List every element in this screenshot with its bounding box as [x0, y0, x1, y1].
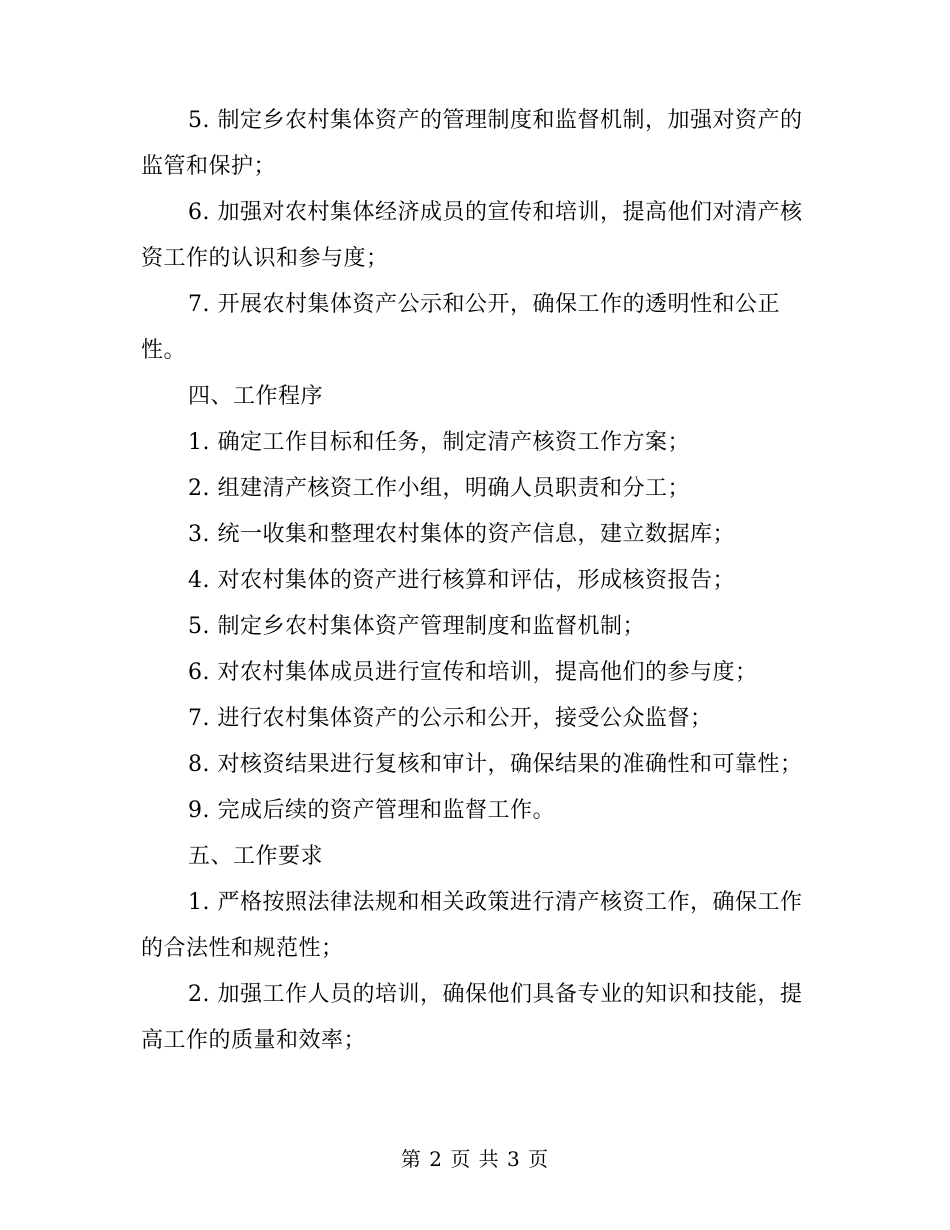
paragraph: 1. 确定工作目标和任务，制定清产核资工作方案； [188, 430, 690, 455]
paragraph: 6. 加强对农村集体经济成员的宣传和培训，提高他们对清产核资工作的认识和参与度； [141, 200, 803, 271]
paragraph: 2. 组建清产核资工作小组，明确人员职责和分工； [188, 476, 690, 501]
paragraph: 8. 对核资结果进行复核和审计，确保结果的准确性和可靠性； [188, 752, 803, 777]
paragraph: 2. 加强工作人员的培训，确保他们具备专业的知识和技能，提高工作的质量和效率； [141, 982, 803, 1053]
document-body [141, 98, 811, 1064]
paragraph: 7. 进行农村集体资产的公示和公开，接受公众监督； [188, 706, 713, 731]
section-heading: 五、工作要求 [188, 844, 324, 869]
paragraph: 5. 制定乡农村集体资产的管理制度和监督机制，加强对资产的监管和保护； [141, 108, 803, 179]
paragraph: 9. 完成后续的资产管理和监督工作。 [188, 798, 555, 823]
paragraph: 5. 制定乡农村集体资产管理制度和监督机制； [188, 614, 645, 639]
paragraph: 4. 对农村集体的资产进行核算和评估，形成核资报告； [188, 568, 735, 593]
section-heading: 四、工作程序 [188, 384, 324, 409]
paragraph: 6. 对农村集体成员进行宣传和培训，提高他们的参与度； [188, 660, 758, 685]
paragraph: 7. 开展农村集体资产公示和公开，确保工作的透明性和公正性。 [141, 292, 780, 363]
paragraph: 3. 统一收集和整理农村集体的资产信息，建立数据库； [188, 522, 735, 547]
page-number-footer: 第 2 页 共 3 页 [400, 1147, 550, 1171]
paragraph: 1. 严格按照法律法规和相关政策进行清产核资工作，确保工作的合法性和规范性； [141, 890, 803, 961]
